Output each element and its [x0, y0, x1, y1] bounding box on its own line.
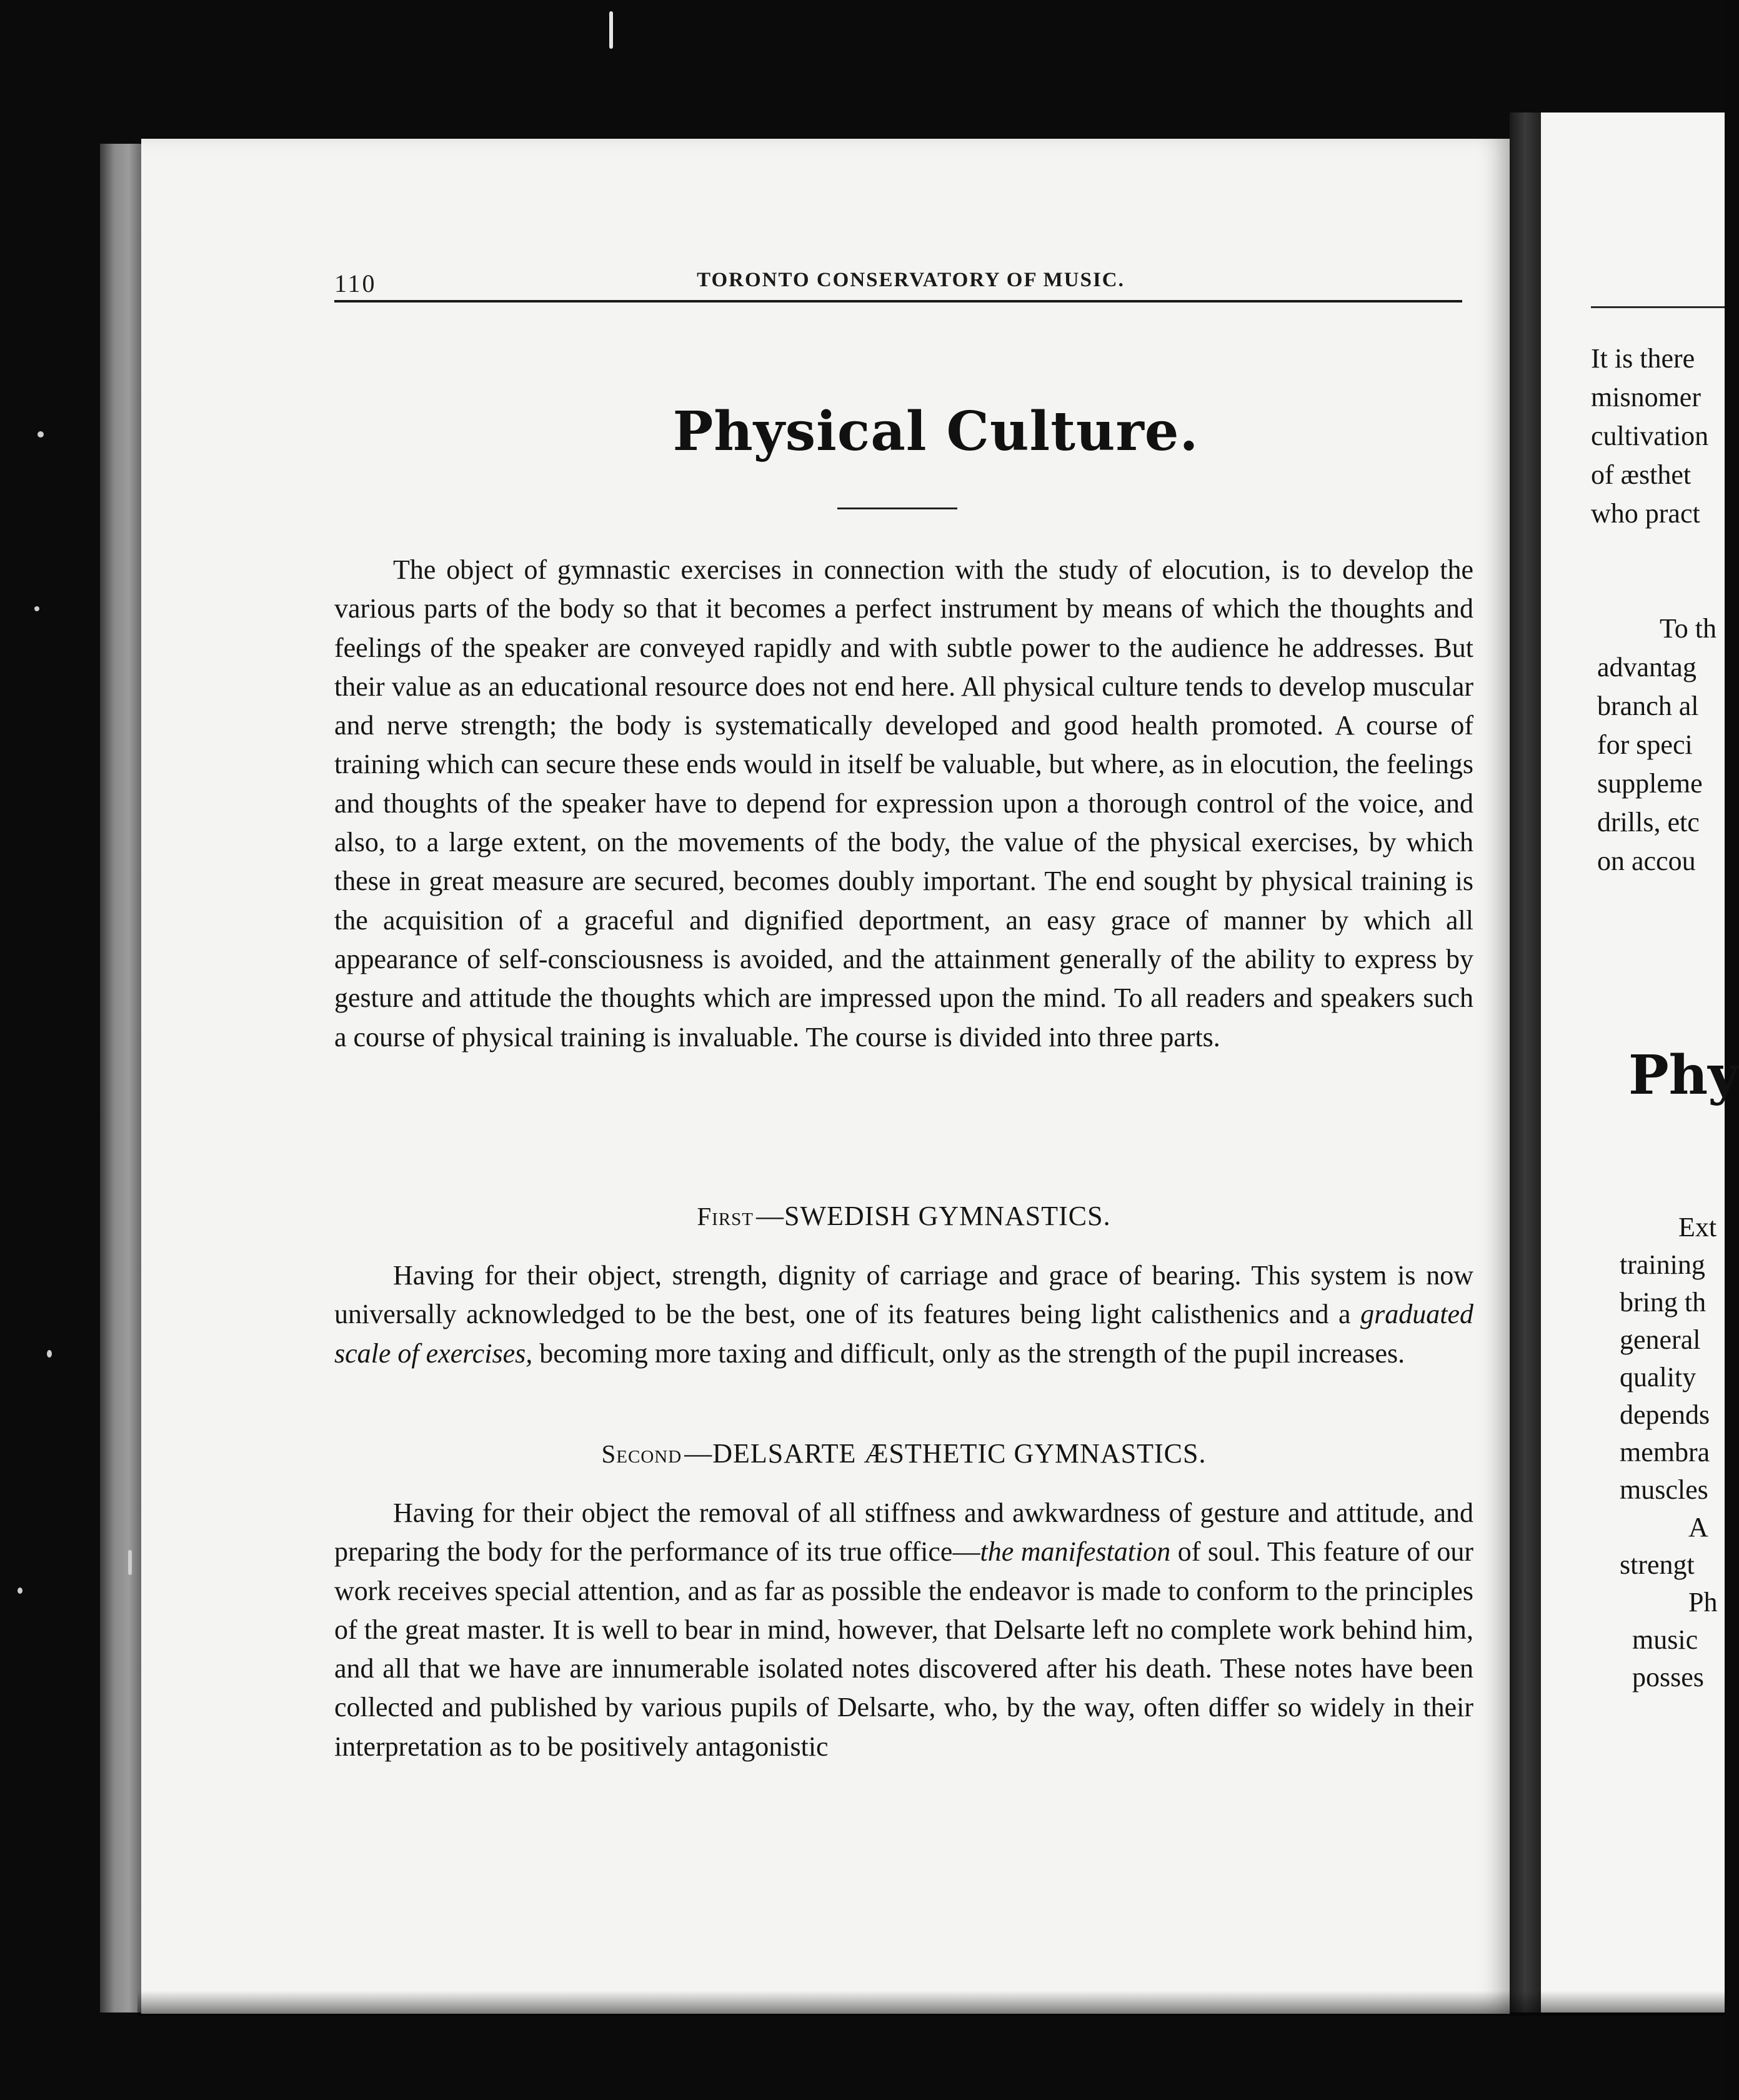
right-line: drills, etc [1597, 807, 1700, 838]
section-label-first: First [697, 1202, 754, 1231]
right-page [1541, 112, 1739, 2012]
page-edge [100, 144, 141, 2012]
intro-paragraph [334, 551, 1473, 1057]
section-heading-delsarte [334, 1438, 1473, 1469]
running-title: TORONTO CONSERVATORY OF MUSIC. [697, 269, 1125, 291]
right-line: advantag [1597, 652, 1697, 682]
right-line: for speci [1597, 729, 1693, 760]
page-bottom-shadow [137, 1991, 1725, 2016]
dust-speck [37, 431, 44, 438]
dust-speck [47, 1350, 52, 1358]
dust-speck [34, 606, 39, 611]
right-line: cultivation [1591, 421, 1709, 451]
right-page-title-fragment: Phy [1628, 1044, 1739, 1107]
section-title-swedish: —SWEDISH GYMNASTICS. [756, 1201, 1111, 1231]
swedish-text [334, 1256, 1473, 1373]
right-line: muscles [1620, 1474, 1708, 1505]
right-line: of æsthet [1591, 459, 1692, 490]
section-heading-swedish [334, 1200, 1473, 1232]
right-line: strengt [1620, 1549, 1695, 1580]
title-rule [837, 508, 957, 509]
page-number: 110 [334, 269, 377, 298]
right-page-text [1541, 112, 1739, 2012]
header-rule [334, 300, 1462, 302]
page-title: Physical Culture. [672, 400, 1199, 463]
right-line: training [1620, 1249, 1705, 1280]
running-header [334, 269, 1462, 300]
swedish-text-end: becoming more taxing and difficult, only as the strength of the pupil increases. [539, 1338, 1405, 1369]
right-line: Ext [1678, 1212, 1717, 1242]
scan-mark [609, 11, 613, 49]
right-line: general [1620, 1324, 1701, 1355]
section-title-delsarte: —DELSARTE ÆSTHETIC GYMNASTICS. [684, 1438, 1207, 1469]
book-gutter [1510, 112, 1541, 2012]
swedish-text-start: Having for their object, strength, dignity of carriage and grace of bearing. This system is now universally acknowledged to be the best, one of its features being light calisthenics and a [334, 1260, 1473, 1330]
right-line: on accou [1597, 846, 1696, 876]
right-line: membra [1620, 1437, 1710, 1468]
right-line: It is there [1591, 343, 1695, 374]
right-line: A [1688, 1512, 1708, 1542]
right-line: who pract [1591, 498, 1700, 529]
delsarte-text-start: Having for their object the removal of all stiffness and awkwardness of gesture and attitude, and preparing the body for the performance of its true office— [334, 1498, 1473, 1568]
right-line: quality [1620, 1362, 1697, 1392]
delsarte-italic-phrase: the manifestation [980, 1536, 1171, 1568]
section-label-second: Second [601, 1439, 682, 1468]
right-line: Ph [1688, 1587, 1718, 1618]
delsarte-text [334, 1494, 1473, 1766]
delsarte-text-end: of soul. This feature of our work receives special attention, and as far as possible the endeavor is made to conform to the principles of the great master. It is well to bear in mind, however, that Delsarte left no complete work behind him, and all that we have are innumerable isolated notes discovered after his death. These notes have been collected and published by various pupils of Delsarte, who, by the way, often differ so widely in their interpretation as to be positively antagonistic [334, 1536, 1474, 1762]
swedish-italic-phrase: graduated scale of exercises, [334, 1299, 1473, 1369]
right-line: misnomer [1591, 382, 1701, 412]
right-line: branch al [1597, 691, 1699, 721]
dust-speck [17, 1588, 22, 1594]
right-line: posses [1632, 1662, 1704, 1692]
swedish-paragraph [334, 1256, 1473, 1373]
right-line: music [1632, 1624, 1698, 1655]
delsarte-paragraph [334, 1494, 1473, 1766]
right-line: To th [1660, 613, 1717, 644]
intro-text: The object of gymnastic exercises in connection with the study of elocution, is to develop the various parts of the body so that it becomes a perfect instrument by means of which the thoughts and feelings of the speaker are conveyed rapidly and with subtle power to the audience he addresses. But their value as an educational resource does not end here. All physical culture tends to develop muscular and nerve strength; the body is systematically developed and good health promoted. A course of training which can secure these ends would in itself be valuable, but where, as in elocution, the feelings and thoughts of the speaker have to depend for expression upon a thorough control of the voice, and also, to a large extent, on the movements of the body, the value of the physical exercises, by which these in great measure are secured, becomes doubly important. The end sought by physical training is the acquisition of a graceful and dignified deportment, an easy grace of manner by which all appearance of self-consciousness is avoided, and the attainment generally of the ability to express by gesture and attitude the thoughts which are impressed upon the mind. To all readers and speakers such a course of physical training is invaluable. The course is divided into three parts. [334, 554, 1473, 1052]
right-line: suppleme [1597, 768, 1703, 799]
right-line: depends [1620, 1399, 1710, 1430]
right-line: bring th [1620, 1287, 1707, 1318]
dust-speck [128, 1550, 132, 1575]
